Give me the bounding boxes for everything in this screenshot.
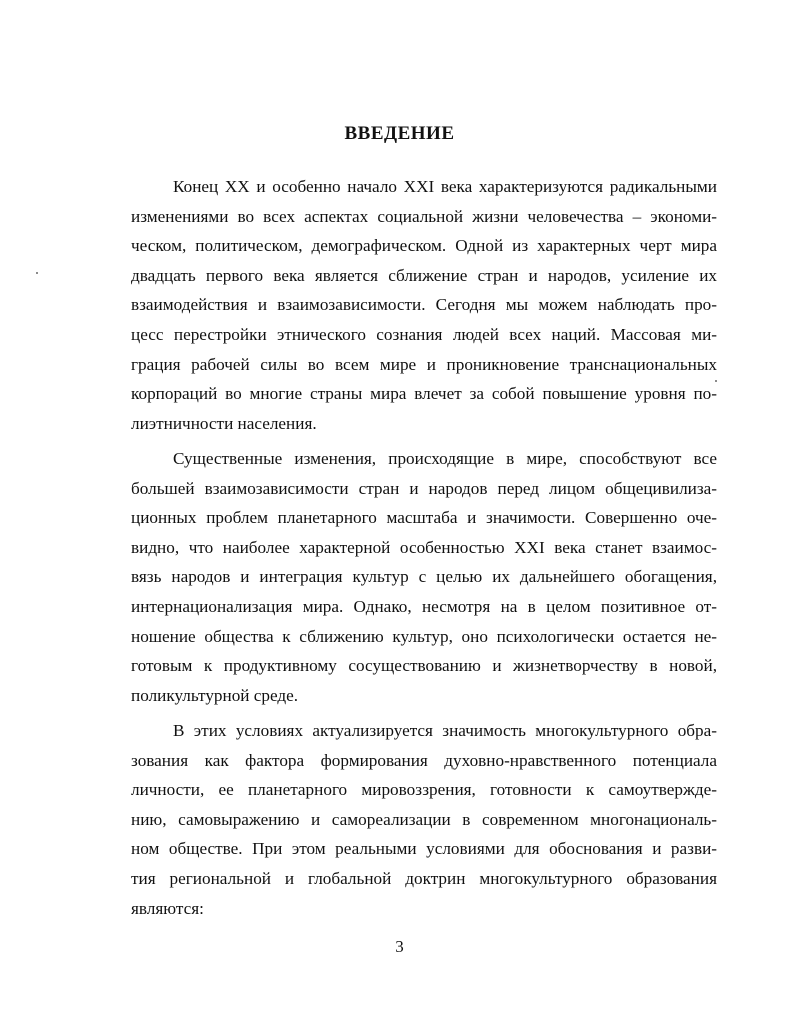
page-number: 3 (395, 937, 404, 956)
text-line: являются: (131, 898, 204, 918)
text-line: взаимодействия и взаимозависимости. Сегодня мы можем наблюдать про- (131, 295, 717, 315)
text-line: Существенные изменения, происходящие в мире, способствуют все (173, 449, 717, 468)
text-line: тия региональной и глобальной доктрин многокультурного образования (131, 868, 717, 888)
text-line: большей взаимозависимости стран и народов перед лицом общецивилиза- (131, 478, 717, 498)
text-line: В этих условиях актуализируется значимость многокультурного обра- (173, 721, 717, 740)
text-line: лиэтничности населения. (131, 413, 317, 433)
text-line: поликультурной среде. (131, 685, 299, 705)
text-line: готовым к продуктивному сосуществованию и жизнетворчеству в новой, (131, 656, 717, 676)
paragraph-3 (131, 716, 717, 923)
text-line: двадцать первого века является сближение стран и народов, усиление их (131, 265, 717, 285)
paragraph-2 (131, 444, 717, 710)
section-title: ВВЕДЕНИЕ (344, 123, 455, 144)
text-line: интернационализация мира. Однако, несмотря на в целом позитивное от- (131, 596, 717, 616)
text-line: нию, самовыражению и самореализации в современном многонациональ- (131, 809, 717, 829)
scan-speck (715, 380, 717, 382)
text-line: Конец XX и особенно начало XXI века характеризуются радикальными (173, 177, 717, 196)
text-line: ношение общества к сближению культур, оно психологически остается не- (131, 626, 717, 646)
text-line: корпораций во многие страны мира влечет за собой повышение уровня по- (131, 384, 717, 404)
text-line: вязь народов и интеграция культур с целью их дальнейшего обогащения, (131, 567, 717, 587)
text-line: видно, что наиболее характерной особенностью XXI века станет взаимос- (131, 537, 717, 557)
text-line: грация рабочей силы во всем мире и проникновение транснациональных (131, 354, 717, 374)
text-line: зования как фактора формирования духовно-нравственного потенциала (131, 750, 717, 770)
paragraph-1 (131, 172, 717, 438)
text-line: личности, ее планетарного мировоззрения, готовности к самоутвержде- (131, 780, 717, 800)
scan-speck (36, 272, 38, 274)
text-line: ном обществе. При этом реальными условиями для обоснования и разви- (131, 839, 717, 859)
text-line: ческом, политическом, демографическом. Одной из характерных черт мира (131, 236, 717, 256)
text-line: ционных проблем планетарного масштаба и значимости. Совершенно оче- (131, 508, 717, 528)
text-line: цесс перестройки этнического сознания людей всех наций. Массовая ми- (131, 324, 717, 344)
text-line: изменениями во всех аспектах социальной жизни человечества – экономи- (131, 206, 717, 226)
